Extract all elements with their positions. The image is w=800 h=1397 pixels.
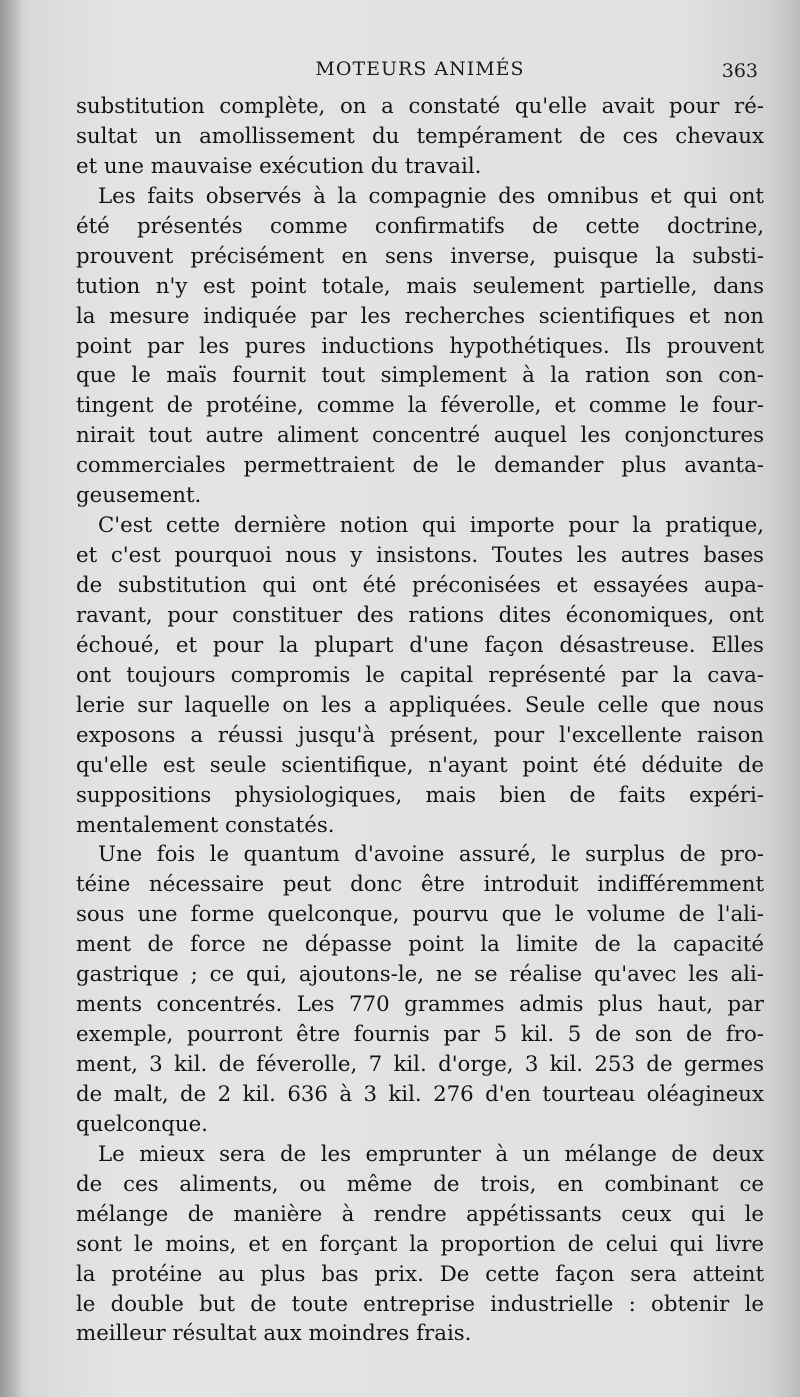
spine-shadow (0, 0, 22, 1397)
text-line: meilleur résultat aux moindres frais. (76, 1321, 472, 1347)
text-line: exemple, pourront être fournis par 5 kil. 5 de son de fro- (76, 1022, 764, 1048)
text-line: Le mieux sera de les emprunter à un mélange de deux (98, 1141, 764, 1167)
text-line: échoué, et pour la plupart d'une façon désastreuse. Elles (76, 632, 764, 658)
text-line: mélange de manière à rendre appétissants ceux qui le (76, 1201, 764, 1227)
text-line: quelconque. (76, 1111, 208, 1137)
text-line: le double but de toute entreprise industrielle : obtenir le (76, 1291, 764, 1317)
text-line: ont toujours compromis le capital représenté par la cava- (76, 662, 764, 688)
paragraph (76, 182, 764, 511)
text-line: lerie sur laquelle on les a appliquées. Seule celle que nous (76, 692, 764, 718)
text-line: tingent de protéine, comme la féverolle, et comme le four- (76, 393, 764, 419)
text-line: exposons a réussi jusqu'à présent, pour l'excellente raison (76, 722, 764, 748)
paragraph (76, 511, 764, 840)
text-line: et une mauvaise exécution du travail. (76, 153, 482, 179)
text-line: de malt, de 2 kil. 636 à 3 kil. 276 d'en tourteau oléagineux (76, 1081, 764, 1107)
page-number: 363 (721, 60, 758, 82)
text-line: point par les pures inductions hypothétiques. Ils prouvent (76, 333, 764, 359)
text-line: ment de force ne dépasse point la limite de la capacité (76, 932, 764, 958)
text-line: été présentés comme confirmatifs de cette doctrine, (76, 213, 764, 239)
text-line: geusement. (76, 483, 202, 509)
text-line: sultat un amollissement du tempérament de ces chevaux (76, 123, 764, 149)
text-line: la protéine au plus bas prix. De cette façon sera atteint (76, 1261, 764, 1287)
text-line: substitution complète, on a constaté qu'elle avait pour ré- (76, 94, 764, 119)
text-line: mentalement constatés. (76, 812, 335, 838)
text-line: ravant, pour constituer des rations dites économiques, ont (76, 602, 764, 628)
body-text (76, 92, 764, 1349)
text-line: nirait tout autre aliment concentré auquel les conjonctures (76, 423, 764, 449)
paragraph (76, 840, 764, 1139)
text-line: Les faits observés à la compagnie des omnibus et qui ont (98, 183, 764, 209)
text-line: de substitution qui ont été préconisées et essayées aupa- (76, 573, 764, 598)
text-line: sous une forme quelconque, pourvu que le volume de l'ali- (76, 902, 764, 928)
text-line: ment, 3 kil. de féverolle, 7 kil. d'orge, 3 kil. 253 de germes (76, 1052, 764, 1077)
text-line: tution n'y est point totale, mais seulement partielle, dans (76, 273, 764, 299)
text-line: C'est cette dernière notion qui importe pour la pratique, (98, 513, 764, 539)
text-line: téine nécessaire peut donc être introduit indifféremment (76, 872, 764, 898)
paragraph (76, 92, 764, 182)
text-line: sont le moins, et en forçant la proportion de celui qui livre (76, 1231, 764, 1257)
running-title: MOTEURS ANIMÉS (315, 58, 525, 80)
text-line: commerciales permettraient de le demander plus avanta- (76, 453, 764, 479)
text-line: qu'elle est seule scientifique, n'ayant point été déduite de (76, 752, 764, 778)
text-line: ments concentrés. Les 770 grammes admis plus haut, par (76, 992, 764, 1018)
text-line: de ces aliments, ou même de trois, en combinant ce (76, 1171, 764, 1197)
paragraph (76, 1140, 764, 1350)
text-line: la mesure indiquée par les recherches scientifiques et non (76, 303, 764, 329)
page-header (76, 52, 764, 88)
text-line: prouvent précisément en sens inverse, puisque la substi- (76, 243, 764, 269)
text-line: et c'est pourquoi nous y insistons. Toutes les autres bases (76, 543, 764, 569)
text-line: suppositions physiologiques, mais bien de faits expéri- (76, 782, 764, 808)
text-line: que le maïs fournit tout simplement à la ration son con- (76, 363, 764, 389)
text-line: gastrique ; ce qui, ajoutons-le, ne se réalise qu'avec les ali- (76, 962, 764, 988)
text-line: Une fois le quantum d'avoine assuré, le surplus de pro- (98, 842, 764, 868)
